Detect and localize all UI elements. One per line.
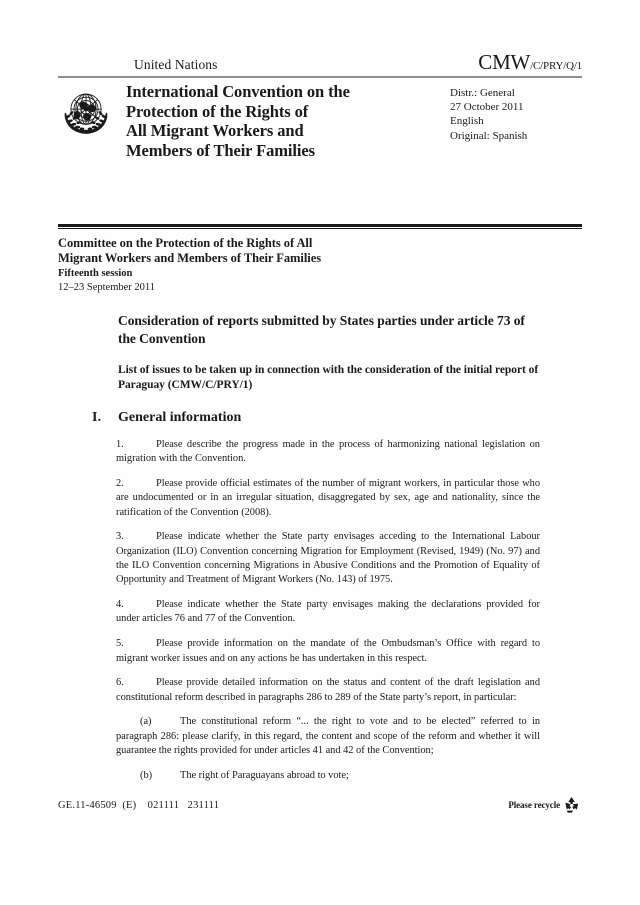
document-symbol-suffix: /C/PRY/Q/1	[530, 60, 582, 72]
paragraph-text: The right of Paraguayans abroad to vote;	[180, 769, 349, 781]
document-title-line-2: Protection of the Rights of	[126, 101, 309, 121]
paragraph	[116, 637, 540, 666]
committee-name-line-1: Committee on the Protection of the Rights of All	[58, 236, 313, 250]
distribution-original: Original: Spanish	[450, 129, 528, 142]
document-title-line-4: Members of Their Families	[126, 140, 315, 160]
divider-thin-line	[58, 228, 582, 229]
paragraph	[116, 598, 540, 627]
document-symbol-main: CMW	[478, 50, 531, 74]
session-dates: 12–23 September 2011	[58, 281, 156, 293]
paragraph-text: Please provide official estimates of the number of migrant workers, in particular those who are undocumented or in an irregular situation, disaggregated by sex, age and nationality, since the ratification of the Convention (2008).	[116, 478, 540, 518]
distribution-block	[450, 82, 582, 160]
paragraph	[116, 530, 540, 587]
sub-paragraph	[116, 769, 540, 783]
paragraph-number: 4.	[116, 599, 124, 611]
footer-document-code: GE.11-46509 (E) 021111 231111	[58, 799, 220, 811]
sub-paragraph	[116, 715, 540, 758]
document-title-line-1: International Convention on the	[126, 82, 350, 101]
paragraph-text: Please describe the progress made in the process of harmonizing national legislation on migration with the Convention.	[116, 439, 540, 465]
emblem-cell	[58, 82, 126, 160]
paragraph-text: The constitutional reform “... the right to vote and to be elected” referred to in paragraph 286: please clarify, in this regard, the content and scope of the reform and whether it will guarantee the rights provided for under articles 41 and 42 of the Convention;	[116, 716, 540, 757]
masthead-body	[58, 82, 582, 160]
recycle-notice	[508, 796, 582, 814]
document-symbol	[478, 50, 582, 75]
paragraph-number: 5.	[116, 638, 124, 650]
paragraph	[116, 676, 540, 705]
masthead-rule	[58, 76, 582, 78]
paragraph	[116, 477, 540, 520]
section-title: General information	[118, 410, 242, 425]
paragraph-number: (a)	[140, 716, 152, 728]
masthead-top-row	[58, 50, 582, 72]
paragraph-number: (b)	[140, 769, 153, 781]
committee-block	[58, 236, 582, 294]
section-divider	[58, 224, 582, 229]
paragraph-number: 2.	[116, 478, 124, 490]
recycle-icon	[562, 796, 582, 814]
page-footer	[58, 796, 582, 814]
body-column	[116, 438, 540, 794]
document-title	[126, 82, 442, 160]
sub-heading: List of issues to be taken up in connection with the consideration of the initial report of Paraguay (CMW/C/PRY/1)	[118, 364, 539, 391]
session-label: Fifteenth session	[58, 268, 133, 280]
paragraph-number: 1.	[116, 439, 124, 450]
paragraph-text: Please indicate whether the State party envisages making the declarations provided for under articles 76 and 77 of the Convention.	[116, 599, 540, 625]
paragraph	[116, 438, 540, 467]
paragraph-text: Please provide detailed information on the status and content of the draft legislation and constitutional reform described in paragraphs 286 to 289 of the State party’s report, in particular:	[116, 677, 540, 703]
committee-name	[58, 236, 582, 266]
masthead	[58, 50, 582, 72]
document-title-line-3: All Migrant Workers and	[126, 121, 304, 140]
distribution-type: Distr.: General	[450, 87, 515, 99]
distribution-date: 27 October 2011	[450, 101, 524, 114]
paragraph-text: Please provide information on the mandate of the Ombudsman’s Office with regard to migrant worker issues and on any actions he has undertaken in this respect.	[116, 638, 540, 664]
committee-name-line-2: Migrant Workers and Members of Their Families	[58, 251, 322, 266]
section-number: I.	[92, 410, 101, 425]
title-cell	[126, 82, 450, 160]
organization-name: United Nations	[134, 57, 218, 72]
un-emblem	[58, 84, 114, 140]
paragraph-text: Please indicate whether the State party envisages acceding to the International Labour Organization (ILO) Convention concerning Migration for Employment (Revised, 1949) (No. 97) and the ILO Convention concerning Migrations in Abusive Conditions and the Promotion of Equality of Opportunity and Treatment of Migrant Workers (No. 143) of 1975.	[116, 531, 540, 586]
main-heading: Consideration of reports submitted by States parties under article 73 of the Convention	[118, 313, 525, 346]
distribution-language: English	[450, 115, 484, 128]
paragraph-number: 6.	[116, 677, 124, 689]
recycle-label: Please recycle	[508, 800, 560, 810]
section-heading	[92, 410, 542, 426]
paragraph-number: 3.	[116, 531, 124, 543]
